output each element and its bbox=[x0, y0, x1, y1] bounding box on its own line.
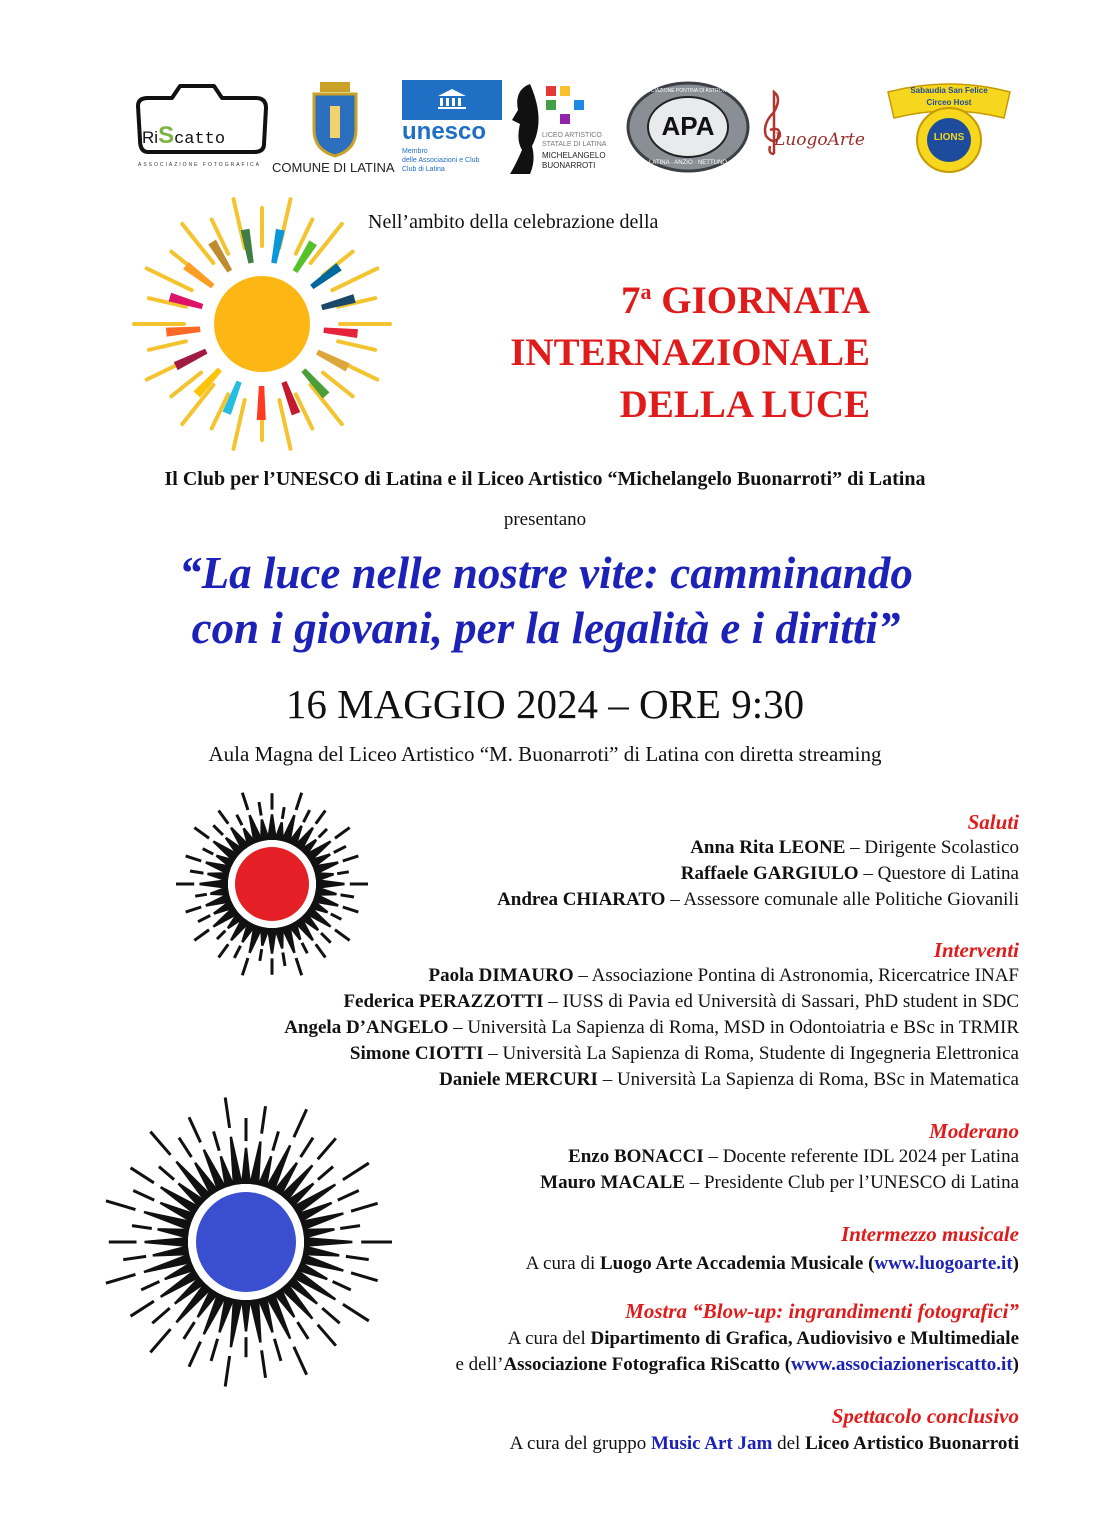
saluti-title: Saluti bbox=[967, 810, 1019, 834]
comune-label: COMUNE DI LATINA bbox=[272, 160, 395, 175]
sun-dash bbox=[150, 1132, 170, 1155]
sun-dash bbox=[335, 828, 350, 839]
sun-dash bbox=[106, 1201, 136, 1210]
unesco-sub1: Membro bbox=[402, 148, 428, 155]
lions-banner2: Circeo Host bbox=[926, 98, 972, 107]
sun-dash bbox=[318, 1167, 333, 1180]
unesco-sub2: delle Associazioni e Club bbox=[402, 157, 480, 164]
sun-dash bbox=[194, 828, 209, 839]
sun-dash bbox=[274, 1339, 281, 1361]
liceo-line1: LICEO ARTISTICO bbox=[542, 132, 602, 139]
event-title-line3: DELLA LUCE bbox=[619, 383, 870, 426]
sun-dash bbox=[319, 829, 327, 837]
spettacolo-line: A cura del gruppo Music Art Jam del Liceo Artistico Buonarroti bbox=[509, 1433, 1019, 1454]
liceo-buonarroti-logo bbox=[506, 80, 626, 176]
sun-dash bbox=[297, 1322, 308, 1339]
riscatto-catto: catto bbox=[174, 130, 226, 149]
list-item: Raffaele GARGIULO – Questore di Latina bbox=[680, 863, 1019, 884]
moderano-title: Moderano bbox=[929, 1119, 1019, 1143]
sun-ray bbox=[234, 199, 245, 248]
list-item: Federica PERAZZOTTI – IUSS di Pavia ed Università di Sassari, PhD student in SDC bbox=[343, 991, 1019, 1012]
sun-spike bbox=[241, 1148, 251, 1184]
event-title-line1: 7$^a$ GIORNATA bbox=[621, 279, 870, 322]
sun-spike bbox=[144, 1237, 188, 1247]
unesco-logo bbox=[402, 80, 502, 176]
comune-latina-logo bbox=[270, 78, 400, 178]
sun-dash bbox=[219, 944, 229, 957]
sun-dash bbox=[340, 1226, 360, 1229]
sun-dash bbox=[343, 1304, 369, 1321]
riscatto-logo bbox=[132, 78, 272, 174]
sun-ray bbox=[182, 224, 213, 263]
temple-icon bbox=[437, 88, 467, 110]
intermezzo-title: Intermezzo musicale bbox=[841, 1222, 1019, 1246]
sun-dash bbox=[211, 1339, 218, 1361]
date-time: 16 MAGGIO 2024 – ORE 9:30 bbox=[285, 681, 805, 727]
sun-dash bbox=[152, 1308, 169, 1323]
luogoarte-label: LuogoArte bbox=[774, 130, 865, 150]
lions-center: LIONS bbox=[933, 132, 965, 143]
sun-dash bbox=[186, 856, 202, 861]
sun-dash bbox=[301, 1138, 313, 1157]
liceo-line4: BUONARROTI bbox=[542, 161, 596, 170]
sun-dash bbox=[133, 1190, 154, 1200]
sun-dash bbox=[296, 793, 302, 810]
event-title bbox=[510, 266, 870, 431]
riscatto-subtitle: ASSOCIAZIONE FOTOGRAFICA bbox=[138, 162, 261, 168]
sun-dash bbox=[303, 810, 309, 822]
sun-dash bbox=[141, 1282, 159, 1290]
sun-dash bbox=[343, 856, 359, 861]
sun-color-ray bbox=[174, 349, 208, 370]
sun-dash bbox=[259, 802, 261, 815]
sun-dash bbox=[179, 1138, 191, 1157]
sun-color-ray bbox=[271, 229, 285, 264]
list-item: Angela D’ANGELO – Università La Sapienza di Roma, MSD in Odontoiatria e BSc in TRMIR bbox=[284, 1017, 1019, 1038]
sun-spike bbox=[249, 1299, 261, 1343]
unesco-word: unesco bbox=[402, 118, 487, 145]
luogoarte-link[interactable]: www.luogoarte.it bbox=[874, 1253, 1013, 1274]
sun-dash bbox=[234, 946, 240, 958]
main-title-line2: con i giovani, per la legalità e i diritti” bbox=[191, 603, 901, 653]
sun-dash bbox=[186, 907, 202, 912]
sun-dash bbox=[318, 1325, 336, 1346]
sun-dash bbox=[333, 1282, 351, 1290]
apa-ring-top: ASSOCIAZIONE PONTINA DI ASTRONOMIA bbox=[637, 88, 739, 94]
sun-dash bbox=[346, 1256, 369, 1259]
sun-dash bbox=[106, 1274, 136, 1283]
sun-dash bbox=[343, 907, 359, 912]
main-title-line1: “La luce nelle nostre vite: camminando bbox=[179, 548, 913, 598]
sun-color-ray bbox=[166, 327, 200, 337]
list-item: Anna Rita LEONE – Dirigente Scolastico bbox=[690, 837, 1019, 858]
sun-dash bbox=[351, 1273, 378, 1281]
sun-spike bbox=[241, 1300, 251, 1331]
sun-dash bbox=[337, 872, 349, 874]
intermezzo-section bbox=[526, 1221, 1019, 1277]
presenters: Il Club per l’UNESCO di Latina e il Liceo Artistico “Michelangelo Buonarroti” di Latina bbox=[164, 468, 926, 490]
sun-dash bbox=[159, 1167, 174, 1180]
mostra-line1: A cura del Dipartimento di Grafica, Audiovisivo e Multimediale bbox=[507, 1328, 1019, 1349]
sun-dash bbox=[294, 1109, 307, 1137]
sun-dash bbox=[189, 1117, 201, 1142]
sun-core bbox=[196, 1192, 296, 1292]
sun-dash bbox=[340, 895, 353, 897]
sun-ray bbox=[311, 224, 342, 263]
sun-dash bbox=[343, 1163, 369, 1180]
mostra-section bbox=[455, 1298, 1019, 1378]
sun-dash bbox=[132, 1226, 152, 1229]
sun-dash bbox=[316, 811, 326, 824]
sun-dash bbox=[123, 1256, 146, 1259]
moderano-section bbox=[540, 1118, 1019, 1196]
lions-logo bbox=[884, 80, 1014, 176]
sun-spike bbox=[230, 1137, 243, 1186]
sun-dash bbox=[190, 871, 203, 873]
sun-color-ray bbox=[316, 350, 350, 372]
sun-dash bbox=[334, 846, 346, 852]
sun-spike bbox=[152, 1245, 189, 1256]
sun-dash bbox=[184, 1322, 195, 1339]
sun-dash bbox=[351, 1203, 378, 1211]
list-item: Simone CIOTTI – Università La Sapienza di Roma, Studente di Ingegneria Elettronica bbox=[349, 1043, 1019, 1064]
apa-ring-bottom: LATINA · ANZIO · NETTUNO bbox=[649, 160, 727, 166]
sun-color-ray bbox=[323, 328, 358, 339]
saluti-section bbox=[497, 809, 1019, 913]
sun-ray bbox=[234, 400, 245, 449]
sun-spike bbox=[304, 1237, 352, 1247]
sun-spike bbox=[230, 1299, 243, 1348]
sun-dash bbox=[338, 1190, 359, 1200]
list-item: Paola DIMAURO – Associazione Pontina di Astronomia, Ricercatrice INAF bbox=[428, 965, 1019, 986]
liceo-line3: MICHELANGELO bbox=[542, 151, 606, 160]
mostra-line2: e dell’Associazione Fotografica RiScatto (www.associazioneriscatto.it) bbox=[455, 1354, 1019, 1375]
unesco-sub3: Club di Latina bbox=[402, 166, 445, 173]
riscatto-link[interactable]: www.associazioneriscatto.it bbox=[791, 1354, 1013, 1375]
sun-color-ray bbox=[183, 262, 214, 288]
sun-color-ray bbox=[257, 386, 266, 420]
interventi-section bbox=[284, 937, 1019, 1093]
sun-dash bbox=[203, 849, 214, 854]
liceo-line2: STATALE DI LATINA bbox=[542, 141, 607, 148]
intro-text: Nell’ambito della celebrazione della bbox=[368, 211, 659, 233]
sun-dash bbox=[131, 1168, 154, 1183]
sun-dash bbox=[237, 815, 242, 826]
sun-dash bbox=[331, 914, 342, 919]
sun-dash bbox=[242, 793, 248, 810]
sun-dash bbox=[225, 1356, 229, 1386]
presentano: presentano bbox=[503, 509, 587, 530]
sun-dash bbox=[260, 949, 262, 961]
sun-core bbox=[235, 847, 309, 921]
sun-dash bbox=[195, 894, 207, 896]
sun-dash bbox=[262, 1106, 266, 1133]
sun-dash bbox=[219, 811, 229, 824]
riscatto-ri: Ri bbox=[142, 128, 159, 147]
sun-dash bbox=[294, 1347, 307, 1375]
venue: Aula Magna del Liceo Artistico “M. Buonarroti” di Latina con diretta streaming bbox=[208, 742, 882, 766]
sun-dash bbox=[131, 1301, 154, 1316]
sun-dash bbox=[194, 930, 209, 941]
sun-dash bbox=[198, 915, 210, 921]
blue-sun-illustration bbox=[96, 1092, 396, 1392]
sun-dash bbox=[150, 1329, 170, 1352]
riscatto-s: S bbox=[158, 122, 175, 149]
sun-spike bbox=[303, 1245, 340, 1256]
list-item: Andrea CHIARATO – Assessore comunale alle Politiche Giovanili bbox=[497, 889, 1019, 910]
apa-letters: APA bbox=[661, 111, 715, 141]
sun-color-ray bbox=[208, 240, 232, 273]
apa-logo bbox=[624, 80, 752, 174]
sun-color-ray bbox=[310, 263, 342, 289]
sun-ray bbox=[149, 341, 186, 349]
sun-ray bbox=[147, 268, 192, 290]
coat-of-arms-icon bbox=[270, 78, 400, 158]
sun-dash bbox=[318, 1138, 336, 1159]
event-title-line2: INTERNAZIONALE bbox=[510, 331, 870, 374]
sun-ray bbox=[279, 400, 290, 449]
sun-dash bbox=[217, 931, 225, 939]
sun-disc bbox=[214, 276, 310, 372]
sun-illustration bbox=[122, 184, 402, 464]
list-item: Daniele MERCURI – Università La Sapienza di Roma, BSc in Matematica bbox=[439, 1069, 1019, 1090]
interventi-title: Interventi bbox=[933, 938, 1019, 962]
sun-dash bbox=[282, 807, 284, 819]
list-item: Mauro MACALE – Presidente Club per l’UNESCO di Latina bbox=[540, 1172, 1019, 1193]
spettacolo-section bbox=[510, 1403, 1019, 1457]
sun-dash bbox=[262, 1350, 266, 1377]
list-item: Enzo BONACCI – Docente referente IDL 2024 per Latina bbox=[568, 1146, 1019, 1167]
mostra-title: Mostra “Blow-up: ingrandimenti fotografici” bbox=[625, 1299, 1019, 1323]
spettacolo-title: Spettacolo conclusivo bbox=[831, 1404, 1019, 1428]
sun-dash bbox=[213, 825, 223, 835]
sun-ray bbox=[338, 341, 375, 349]
sun-dash bbox=[242, 958, 248, 975]
sun-dash bbox=[225, 1097, 229, 1127]
sun-dash bbox=[273, 1131, 279, 1150]
main-title bbox=[0, 546, 1092, 656]
lions-banner: Sabaudia San Felice bbox=[910, 86, 988, 95]
sun-spike bbox=[249, 1141, 261, 1185]
sun-dash bbox=[214, 1131, 220, 1150]
sun-spike bbox=[303, 1228, 335, 1239]
sun-dash bbox=[322, 1308, 339, 1323]
intermezzo-line: A cura di Luogo Arte Accademia Musicale (www.luogoarte.it) bbox=[525, 1253, 1019, 1274]
sun-spike bbox=[157, 1228, 189, 1239]
sun-dash bbox=[189, 1342, 201, 1367]
luogoarte-logo bbox=[756, 86, 882, 170]
